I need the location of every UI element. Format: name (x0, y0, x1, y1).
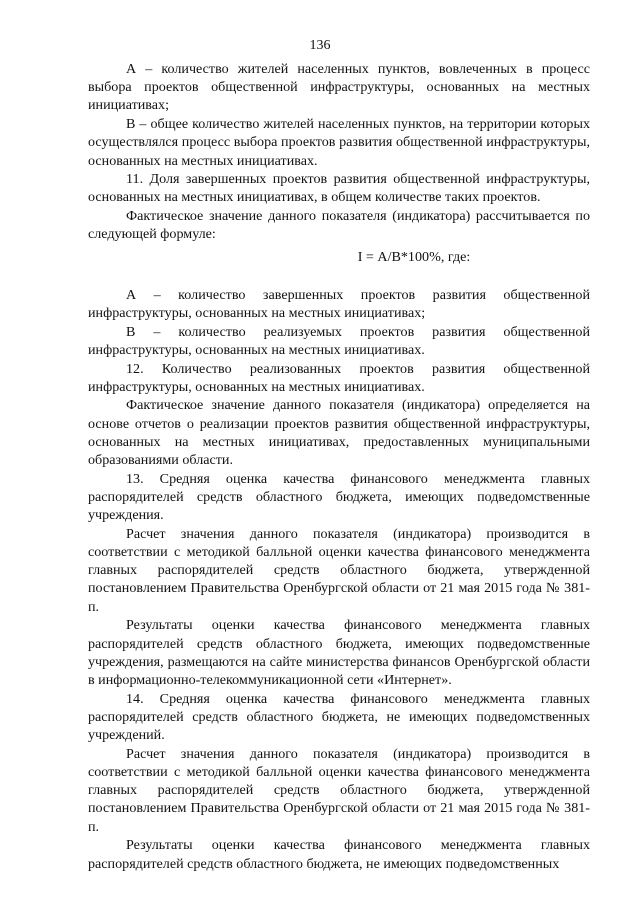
paragraph-formula-intro: Фактическое значение данного показателя (индикатора) рассчитывается по следующей формуле: (88, 208, 590, 243)
page-number: 136 (309, 38, 331, 53)
paragraph-definition-b-projects: В – количество реализуемых проектов развития общественной инфраструктуры, основанных на местных инициативах. (88, 323, 590, 358)
paragraph-indicator-13-results: Результаты оценки качества финансового менеджмента главных распорядителей средств областного бюджета, имеющих подведомственные учреждения, размещаются на сайте министерства финансов Оренбургской области в информационно-телекоммуникационной сети «Интернет». (88, 617, 590, 688)
paragraph-indicator-14: 14. Средняя оценка качества финансового менеджмента главных распорядителей средств областного бюджета, не имеющих подведомственных учреждений. (88, 690, 590, 744)
paragraph-definition-b-residents: В – общее количество жителей населенных пунктов, на территории которых осуществлялся процесс выбора проектов развития общественной инфраструктуры, основанных на местных инициативах. (88, 116, 590, 169)
formula: I = А/В*100%, где: (357, 248, 471, 265)
paragraph-indicator-14-results: Результаты оценки качества финансового менеджмента главных распорядителей средств областного бюджета, не имеющих подведомственных (88, 837, 590, 872)
paragraph-definition-a-projects: А – количество завершенных проектов развития общественной инфраструктуры, основанных на местных инициативах; (88, 286, 590, 321)
paragraph-indicator-13-method: Расчет значения данного показателя (индикатора) производится в соответствии с методикой балльной оценки качества финансового менеджмента главных распорядителей средств областного бюджета, утвержденной постановлением Правительства Оренбургской области от 21 мая 2015 года № 381-п. (88, 525, 590, 615)
paragraph-definition-a-residents: А – количество жителей населенных пунктов, вовлеченных в процесс выбора проектов общественной инфраструктуры, основанных на местных инициативах; (88, 61, 590, 114)
paragraph-indicator-11: 11. Доля завершенных проектов развития общественной инфраструктуры, основанных на местных инициативах, в общем количестве таких проектов. (88, 171, 590, 206)
paragraph-indicator-14-method: Расчет значения данного показателя (индикатора) производится в соответствии с методикой балльной оценки качества финансового менеджмента главных распорядителей средств областного бюджета, утвержденной постановлением Правительства Оренбургской области от 21 мая 2015 года № 381-п. (88, 745, 590, 835)
paragraph-indicator-13: 13. Средняя оценка качества финансового менеджмента главных распорядителей средств областного бюджета, имеющих подведомственные учреждения. (88, 470, 590, 524)
paragraph-indicator-12: 12. Количество реализованных проектов развития общественной инфраструктуры, основанных на местных инициативах. (88, 360, 590, 395)
paragraph-indicator-12-method: Фактическое значение данного показателя (индикатора) определяется на основе отчетов о реализации проектов развития общественной инфраструктуры, основанных на местных инициативах, предоставленных муниципальными образованиями области. (88, 397, 590, 469)
document-body (88, 60, 590, 873)
